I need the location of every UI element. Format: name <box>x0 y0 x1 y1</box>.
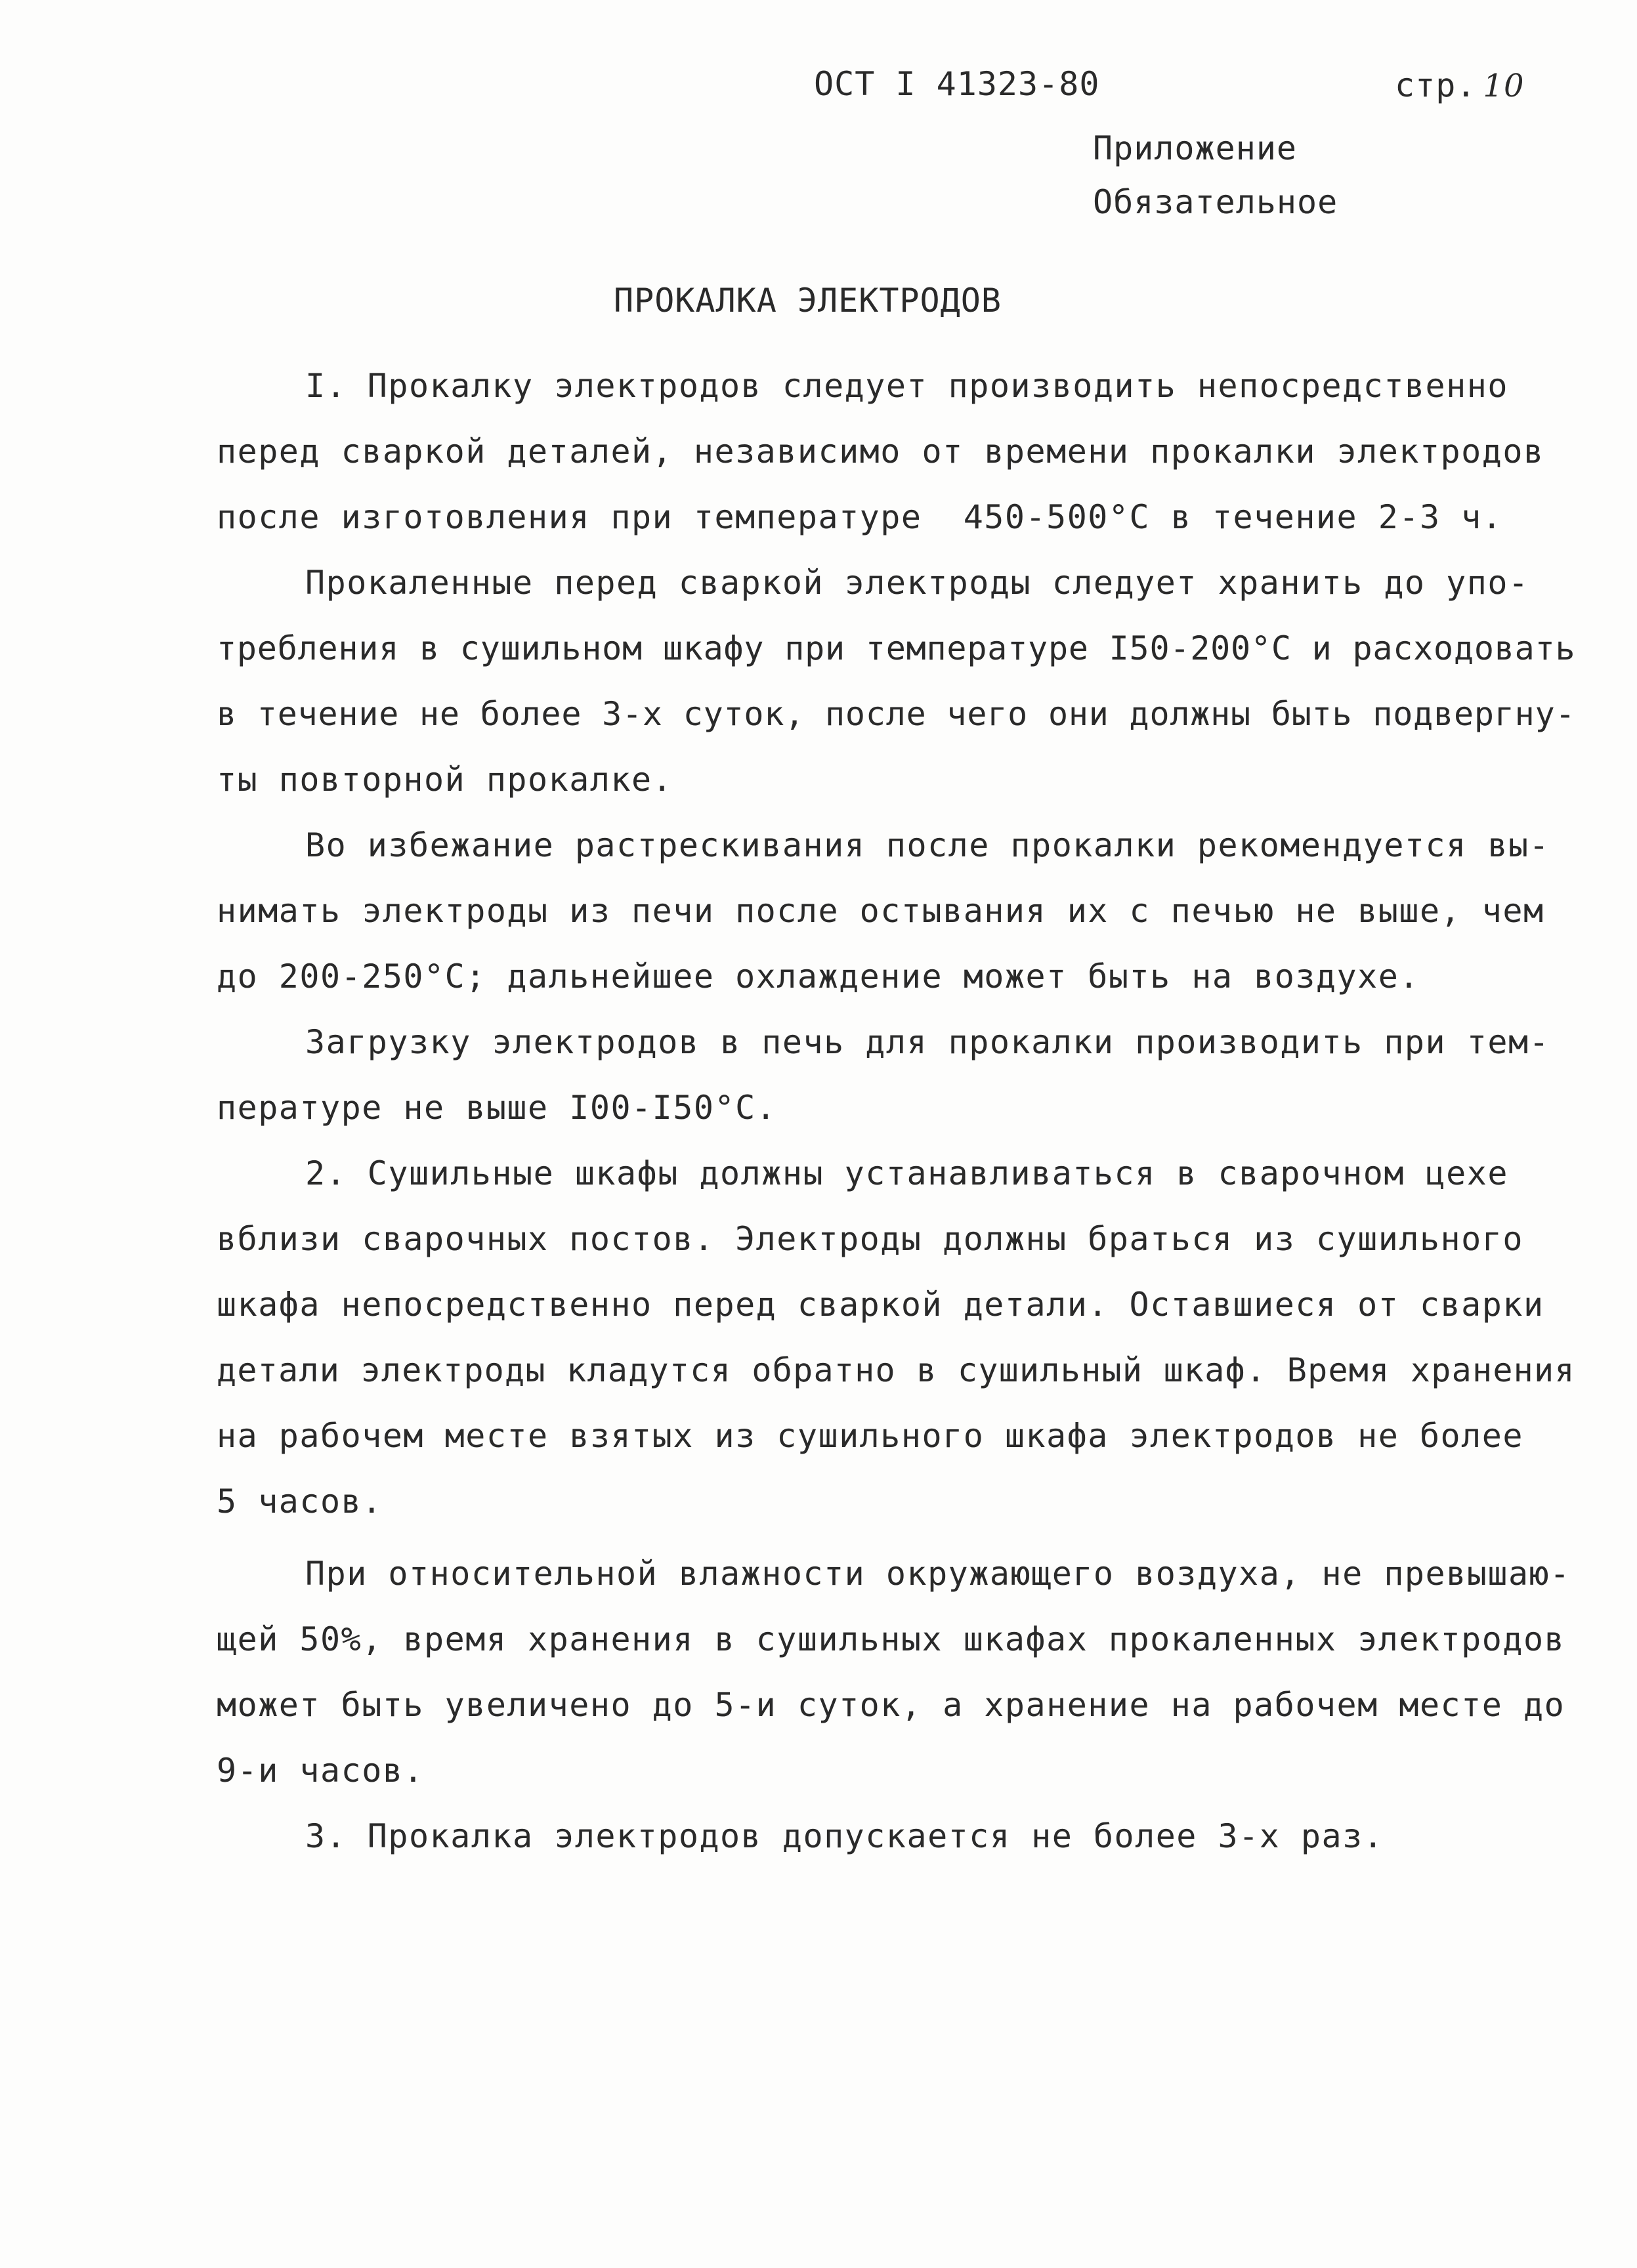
body-line: может быть увеличено до 5-и суток, а хранение на рабочем месте до <box>217 1686 1565 1724</box>
document-title: ПРОКАЛКА ЭЛЕКТРОДОВ <box>614 282 1002 320</box>
body-line: до 200-250°С; дальнейшее охлаждение может быть на воздухе. <box>217 957 1420 996</box>
body-line: шкафа непосредственно перед сваркой детали. Оставшиеся от сварки <box>217 1286 1544 1324</box>
body-line: 3. Прокалка электродов допускается не более 3-х раз. <box>305 1817 1384 1855</box>
body-line: 2. Сушильные шкафы должны устанавливаться в сварочном цехе <box>305 1154 1508 1192</box>
body-line: пературе не выше I00-I50°С. <box>217 1089 777 1127</box>
body-line: требления в сушильном шкафу при температуре I50-200°С и расходовать <box>217 629 1576 667</box>
body-line: I. Прокалку электродов следует производить непосредственно <box>305 367 1508 405</box>
page-number: 10 <box>1483 68 1525 104</box>
page-indicator <box>1395 66 1525 106</box>
body-line: после изготовления при температуре 450-500°С в течение 2-3 ч. <box>217 498 1503 536</box>
body-line: щей 50%, время хранения в сушильных шкафах прокаленных электродов <box>217 1620 1565 1658</box>
body-line: вблизи сварочных постов. Электроды должны браться из сушильного <box>217 1220 1523 1258</box>
body-line: Во избежание растрескивания после прокалки рекомендуется вы- <box>305 826 1550 864</box>
body-line: детали электроды кладутся обратно в сушильный шкаф. Время хранения <box>217 1351 1575 1389</box>
body-line: 5 часов. <box>217 1482 383 1521</box>
body-line: ты повторной прокалке. <box>217 761 673 799</box>
appendix-status: Обязательное <box>1093 183 1338 221</box>
document-code: ОСТ I 41323-80 <box>814 65 1100 103</box>
appendix-title: Приложение <box>1093 129 1298 167</box>
body-line: на рабочем месте взятых из сушильного шкафа электродов не более <box>217 1417 1523 1455</box>
page-label: стр. <box>1395 66 1477 104</box>
body-line: 9-и часов. <box>217 1752 425 1790</box>
body-line: Прокаленные перед сваркой электроды следует хранить до упо- <box>305 564 1529 602</box>
body-line: При относительной влажности окружающего воздуха, не превышаю- <box>305 1555 1571 1593</box>
body-line: перед сваркой деталей, независимо от времени прокалки электродов <box>217 432 1544 471</box>
body-line: нимать электроды из печи после остывания их с печью не выше, чем <box>217 892 1544 930</box>
body-line: Загрузку электродов в печь для прокалки производить при тем- <box>305 1023 1550 1061</box>
body-line: в течение не более 3-х суток, после чего они должны быть подвергну- <box>217 695 1576 733</box>
